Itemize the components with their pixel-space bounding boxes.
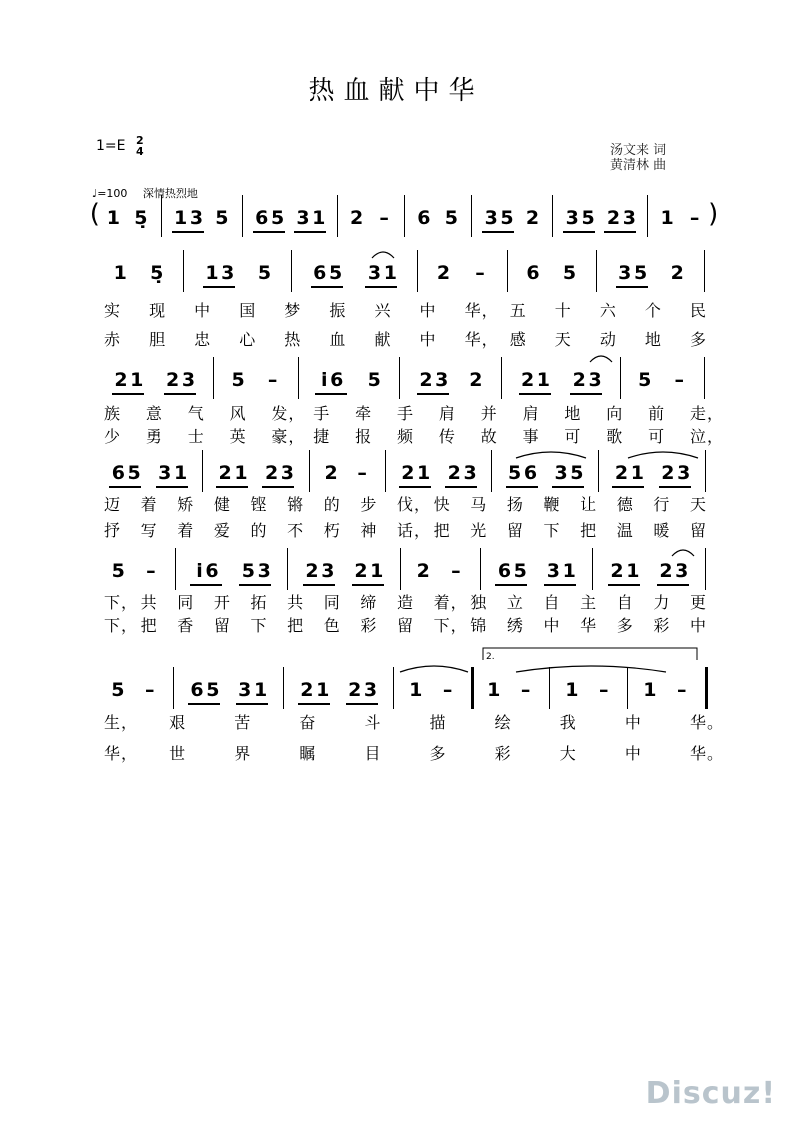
lyric-char: 动 — [599, 330, 617, 349]
lyric-char: 铿 — [250, 495, 268, 514]
note: 3 5 — [565, 207, 593, 229]
note: 2 — [670, 262, 684, 284]
lyric-char: 写 — [140, 521, 158, 540]
lyric-char: 鞭 — [543, 495, 561, 514]
note: 2 3 — [348, 679, 376, 701]
lyric-char: 共 — [287, 593, 305, 612]
lyric-char: 华， — [464, 301, 499, 320]
lyric-char: 扬 — [506, 495, 524, 514]
lyric-char: 多 — [690, 330, 708, 349]
note: 5 6 — [508, 462, 536, 484]
lyric-char: 留 — [397, 616, 415, 635]
lyric-char: 下， — [104, 616, 139, 635]
bracket: ( — [89, 199, 100, 229]
lyric-char: 香 — [177, 616, 195, 635]
lyric-char: 我 — [559, 713, 577, 732]
note: 2 3 — [419, 369, 447, 391]
lyric-char: 不 — [287, 521, 305, 540]
lyric-char: 五 — [509, 301, 527, 320]
lyric-char: 报 — [355, 427, 373, 446]
note: – — [520, 679, 531, 701]
lyric-char: 色 — [323, 616, 341, 635]
note: 2 1 — [300, 679, 328, 701]
slur — [590, 356, 612, 362]
note: 5 — [444, 207, 459, 229]
lyric-char: 歌 — [606, 427, 624, 446]
lyric-char: 造 — [397, 593, 415, 612]
lyric-char: 故 — [480, 427, 498, 446]
lyric-char: 事 — [522, 427, 540, 446]
note: – — [451, 560, 461, 582]
note: – — [357, 462, 367, 484]
lyric-char: 朽 — [323, 521, 341, 540]
note: 5 — [638, 369, 652, 391]
note: 2 3 — [305, 560, 333, 582]
lyric-char: 光 — [470, 521, 488, 540]
lyric-char: 中 — [194, 301, 212, 320]
slur — [628, 452, 698, 458]
lyric-char: 华。 — [690, 713, 725, 732]
note: 6 5 — [497, 560, 525, 582]
lyric-char: 奋 — [299, 713, 317, 732]
lyric-char: 伐， — [397, 495, 432, 514]
lyric-char: 自 — [543, 593, 561, 612]
lyric-char: 抒 — [104, 521, 122, 540]
lyric-char: 中 — [690, 616, 708, 635]
lyric-char: 地 — [564, 404, 582, 423]
note: 5 — [257, 262, 272, 284]
note: 5 — [111, 560, 125, 582]
note: i 6 — [196, 560, 217, 582]
lyricist-credit: 汤文来 词 — [610, 143, 667, 158]
note: 1 — [106, 207, 120, 229]
lyric-char: 胆 — [149, 330, 167, 349]
lyric-char: 意 — [145, 404, 163, 423]
lyric-char: 下 — [250, 616, 268, 635]
note: 6 5 — [111, 462, 139, 484]
lyric-char: 走， — [690, 404, 725, 423]
lyric-char: 艰 — [169, 713, 187, 732]
lyric-char: 中 — [419, 330, 437, 349]
note: 2 3 — [166, 369, 194, 391]
lyric-char: 苦 — [234, 713, 252, 732]
note: 2 1 — [354, 560, 382, 582]
note: 5 — [111, 679, 125, 701]
lyric-char: 热 — [284, 330, 302, 349]
lyric-char: 手 — [397, 404, 415, 423]
note: 2 1 — [218, 462, 246, 484]
slur — [516, 666, 666, 672]
lyric-char: 绣 — [506, 616, 524, 635]
slur — [372, 252, 394, 258]
lyric-char: 英 — [229, 427, 247, 446]
note: – — [379, 207, 389, 229]
note: 5̣ — [134, 207, 148, 229]
volta-label: 2. — [486, 652, 495, 662]
lyric-char: 实 — [104, 301, 122, 320]
slur — [672, 550, 694, 556]
lyric-char: 更 — [690, 593, 708, 612]
note: 6 — [526, 262, 540, 284]
lyric-char: 气 — [187, 404, 205, 423]
note: 5 — [231, 369, 245, 391]
note: 2 1 — [520, 369, 549, 391]
lyric-char: 中 — [543, 616, 561, 635]
lyric-char: 大 — [559, 744, 577, 763]
lyric-char: 健 — [213, 495, 231, 514]
note: – — [475, 262, 485, 284]
time-top: 2 — [135, 134, 144, 147]
note: 1 — [409, 679, 423, 701]
lyric-char: 传 — [438, 427, 456, 446]
lyric-char: 行 — [653, 495, 671, 514]
lyric-char: 开 — [213, 593, 231, 612]
note: 1 — [113, 262, 127, 284]
lyric-char: 多 — [429, 744, 447, 763]
note: 5 — [367, 369, 381, 391]
note: 2 — [436, 262, 451, 284]
lyric-char: 华 — [580, 616, 598, 635]
lyric-char: 华， — [464, 330, 499, 349]
lyric-char: 共 — [140, 593, 158, 612]
note: – — [676, 679, 687, 701]
note: 2 3 — [606, 207, 634, 229]
watermark-text: Discuz! — [645, 1076, 776, 1111]
lyric-char: 忠 — [194, 330, 212, 349]
note: 2 — [416, 560, 430, 582]
lyric-char: 下， — [104, 593, 139, 612]
lyric-char: 步 — [360, 495, 378, 514]
lyric-char: 彩 — [494, 744, 512, 763]
note: 1 — [565, 679, 579, 701]
lyric-char: 同 — [177, 593, 195, 612]
lyric-char: 拓 — [250, 593, 268, 612]
note: 5̣ — [150, 262, 164, 284]
lyric-char: 可 — [564, 427, 582, 446]
lyric-char: 暖 — [653, 521, 671, 540]
lyric-char: 世 — [169, 744, 187, 763]
lyric-char: 风 — [229, 404, 247, 423]
lyric-char: 族 — [104, 404, 122, 423]
lyric-char: 泣， — [690, 427, 725, 446]
lyric-char: 华， — [104, 744, 139, 763]
note: 2 1 — [614, 462, 642, 484]
lyric-char: 德 — [616, 495, 634, 514]
lyric-char: 缔 — [360, 593, 378, 612]
lyric-char: 献 — [374, 330, 392, 349]
note: 6 — [417, 207, 431, 229]
lyric-char: 彩 — [653, 616, 671, 635]
lyric-char: 赤 — [104, 330, 122, 349]
lyric-char: 中 — [624, 713, 642, 732]
lyric-char: 感 — [509, 330, 527, 349]
lyric-char: 地 — [644, 330, 662, 349]
lyric-char: 牵 — [355, 404, 373, 423]
note: 1 — [487, 679, 501, 701]
note: 3 1 — [367, 262, 395, 284]
lyric-char: 的 — [250, 521, 268, 540]
note: 1 3 — [205, 262, 233, 284]
lyric-char: 士 — [187, 427, 205, 446]
lyric-char: 的 — [323, 495, 341, 514]
note: i 6 — [320, 369, 342, 391]
bracket: ) — [708, 199, 719, 229]
note: 2 3 — [447, 462, 475, 484]
lyric-char: 梦 — [284, 301, 302, 320]
note: – — [145, 679, 155, 701]
lyric-char: 生， — [104, 713, 139, 732]
note: 3 5 — [618, 262, 646, 284]
note: 2 1 — [401, 462, 429, 484]
lyric-char: 十 — [554, 301, 572, 320]
lyric-char: 斗 — [364, 713, 382, 732]
note: 5 — [215, 207, 229, 229]
lyric-char: 捷 — [313, 427, 331, 446]
lyric-char: 留 — [506, 521, 524, 540]
lyric-char: 界 — [234, 744, 252, 763]
lyric-char: 少 — [104, 427, 122, 446]
lyric-char: 独 — [470, 593, 488, 612]
lyric-char: 目 — [364, 744, 382, 763]
lyric-char: 把 — [287, 616, 305, 635]
lyric-char: 天 — [554, 330, 572, 349]
lyric-char: 下， — [433, 616, 468, 635]
note: – — [689, 207, 700, 229]
lyric-char: 民 — [690, 301, 708, 320]
lyric-char: 温 — [616, 521, 634, 540]
lyric-char: 手 — [313, 404, 331, 423]
lyric-char: 着 — [140, 495, 158, 514]
note: – — [598, 679, 609, 701]
lyric-char: 留 — [690, 521, 708, 540]
note: 2 1 — [114, 369, 142, 391]
note: 6 5 — [190, 679, 218, 701]
lyric-char: 迈 — [104, 495, 122, 514]
lyric-char: 肩 — [522, 404, 540, 423]
lyric-char: 矫 — [177, 495, 195, 514]
lyric-char: 中 — [419, 301, 437, 320]
note: 3 5 — [484, 207, 512, 229]
note: 2 3 — [661, 462, 689, 484]
slur — [400, 666, 468, 672]
lyric-char: 天 — [690, 495, 708, 514]
lyric-char: 把 — [140, 616, 158, 635]
note: 3 1 — [296, 207, 324, 229]
expression-marking: 深情热烈地 — [142, 187, 198, 200]
note: 3 1 — [238, 679, 266, 701]
note: – — [146, 560, 156, 582]
lyric-char: 神 — [360, 521, 378, 540]
lyric-char: 多 — [616, 616, 634, 635]
song-title: 热血献中华 — [308, 76, 484, 106]
composer-credit: 黄清林 曲 — [610, 158, 667, 173]
note: 1 — [660, 207, 674, 229]
lyric-char: 留 — [213, 616, 231, 635]
note: 2 — [324, 462, 338, 484]
lyric-char: 锵 — [287, 495, 305, 514]
note: – — [267, 369, 278, 391]
lyric-char: 把 — [580, 521, 598, 540]
lyric-char: 话， — [397, 521, 432, 540]
lyric-char: 立 — [506, 593, 524, 612]
lyric-char: 个 — [644, 301, 662, 320]
note: 2 3 — [572, 369, 600, 391]
note: 1 — [643, 679, 657, 701]
lyric-char: 华。 — [690, 744, 725, 763]
lyric-char: 爱 — [213, 521, 231, 540]
lyric-char: 同 — [323, 593, 341, 612]
lyric-char: 可 — [648, 427, 666, 446]
lyric-char: 自 — [616, 593, 634, 612]
lyric-char: 兴 — [374, 301, 392, 320]
lyric-char: 肩 — [438, 404, 456, 423]
slur — [516, 452, 586, 458]
lyric-char: 并 — [480, 404, 498, 423]
lyric-char: 豪， — [271, 427, 306, 446]
note: 2 1 — [610, 560, 638, 582]
note: 2 — [469, 369, 483, 391]
note: 2 3 — [659, 560, 687, 582]
note: – — [674, 369, 684, 391]
lyric-char: 着， — [433, 593, 468, 612]
note: 6 5 — [313, 262, 341, 284]
lyric-char: 马 — [470, 495, 488, 514]
note: 3 1 — [546, 560, 574, 582]
note: 1 3 — [174, 207, 202, 229]
lyric-char: 着 — [177, 521, 195, 540]
tempo-value: ♩=100 — [92, 187, 128, 200]
note: 2 3 — [264, 462, 293, 484]
lyric-char: 频 — [397, 427, 415, 446]
lyric-char: 现 — [149, 301, 167, 320]
lyric-char: 六 — [599, 301, 617, 320]
lyric-char: 瞩 — [299, 744, 317, 763]
lyric-char: 前 — [648, 404, 666, 423]
note: 3 5 — [554, 462, 582, 484]
volta-bracket — [483, 648, 697, 660]
lyric-char: 血 — [329, 330, 347, 349]
lyric-char: 心 — [239, 330, 257, 349]
lyric-char: 锦 — [470, 616, 488, 635]
note: – — [442, 679, 453, 701]
lyric-char: 彩 — [360, 616, 378, 635]
lyric-char: 国 — [239, 301, 257, 320]
lyric-char: 力 — [653, 593, 671, 612]
note: 3 1 — [158, 462, 186, 484]
lyric-char: 勇 — [145, 427, 163, 446]
note: 2 — [349, 207, 364, 229]
lyric-char: 下 — [543, 521, 561, 540]
note: 5 — [562, 262, 577, 284]
note: 5 3 — [241, 560, 269, 582]
lyric-char: 振 — [329, 301, 347, 320]
lyric-char: 绘 — [494, 713, 512, 732]
key-label: 1=E — [96, 138, 126, 154]
lyric-char: 发， — [271, 404, 306, 423]
lyric-char: 让 — [580, 495, 598, 514]
note: 2 — [525, 207, 540, 229]
lyric-char: 向 — [606, 404, 624, 423]
time-bottom: 4 — [135, 145, 144, 158]
lyric-char: 快 — [433, 495, 451, 514]
lyric-char: 把 — [433, 521, 451, 540]
lyric-char: 主 — [580, 593, 598, 612]
lyric-char: 描 — [429, 713, 447, 732]
note: 6 5 — [255, 207, 283, 229]
lyric-char: 中 — [624, 744, 642, 763]
